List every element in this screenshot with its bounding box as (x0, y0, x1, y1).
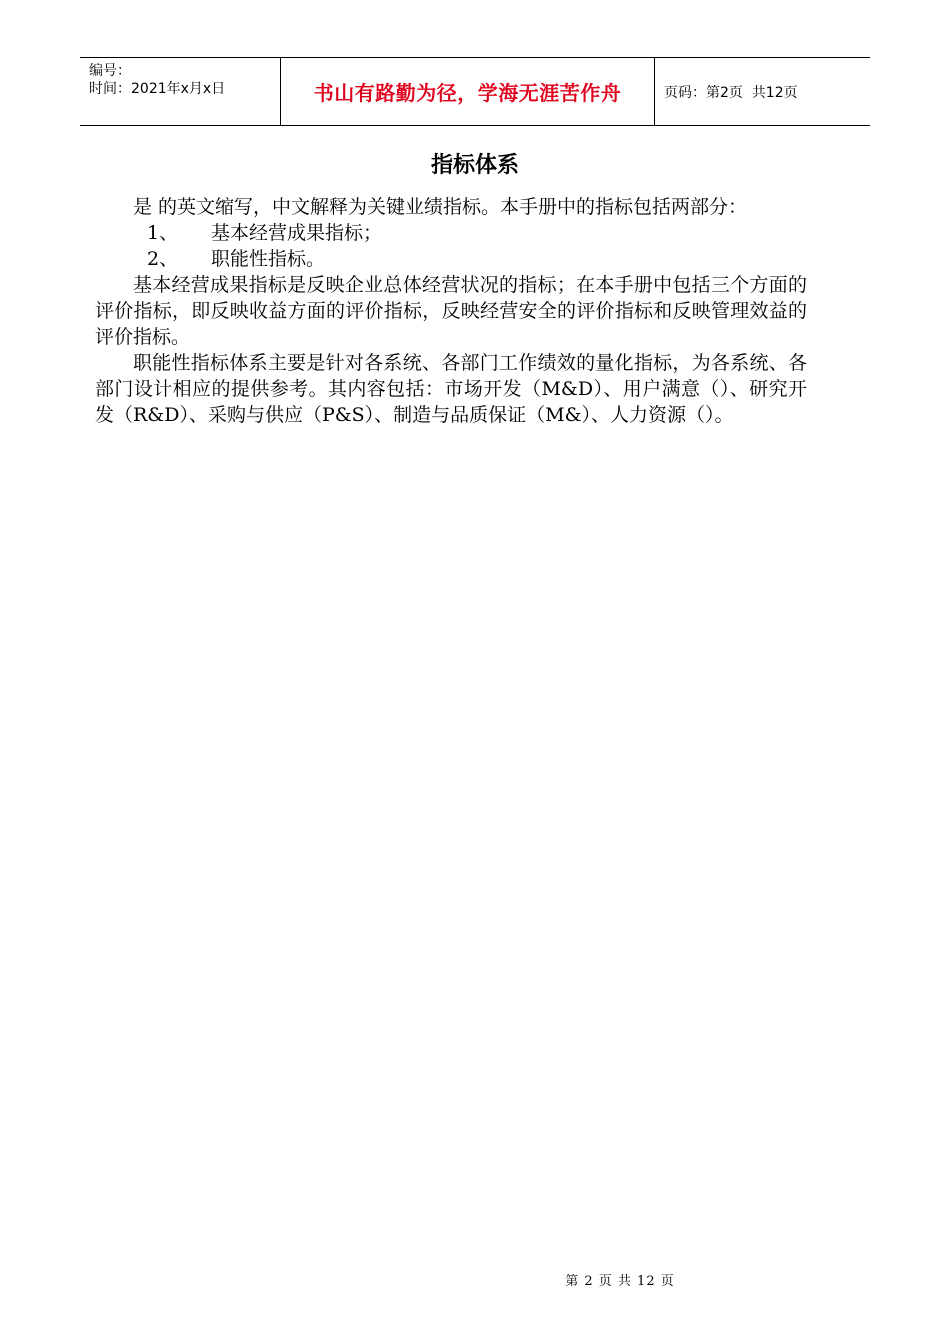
functional-indicators-paragraph: 职能性指标体系主要是针对各系统、各部门工作绩效的量化指标，为各系统、各部门设计相应的提供参考。其内容包括：市场开发（M&D）、用户满意（）、研究开发（R&D）、采购与供应（P&S）、制造与品质保证（M&）、人力资源（）。 (95, 352, 807, 426)
list-item-text: 职能性指标。 (211, 248, 326, 270)
document-body (95, 194, 807, 428)
page-title: 指标体系 (430, 153, 519, 178)
header-meta (80, 58, 281, 125)
list-item-number: 1、 (147, 222, 179, 244)
document-date-label: 时间：2021年x月x日 (89, 81, 226, 97)
document-number-label: 编号： (89, 63, 131, 79)
page-footer: 第 2 页 共 12 页 (565, 1274, 675, 1289)
basic-indicators-paragraph: 基本经营成果指标是反映企业总体经营状况的指标；在本手册中包括三个方面的评价指标，即反映收益方面的评价指标，反映经营安全的评价指标和反映管理效益的评价指标。 (95, 274, 807, 348)
list-item (95, 246, 807, 272)
header-page-label: 页码：第2页 共12页 (664, 84, 798, 101)
list-item-text: 基本经营成果指标； (211, 222, 383, 244)
intro-paragraph: 是 的英文缩写，中文解释为关键业绩指标。本手册中的指标包括两部分： (133, 196, 748, 218)
page-header (80, 57, 870, 126)
list-item-number: 2、 (147, 248, 179, 270)
list-item (95, 220, 807, 246)
header-motto-cell (281, 58, 655, 125)
header-motto: 书山有路勤为径，学海无涯苦作舟 (313, 81, 622, 105)
